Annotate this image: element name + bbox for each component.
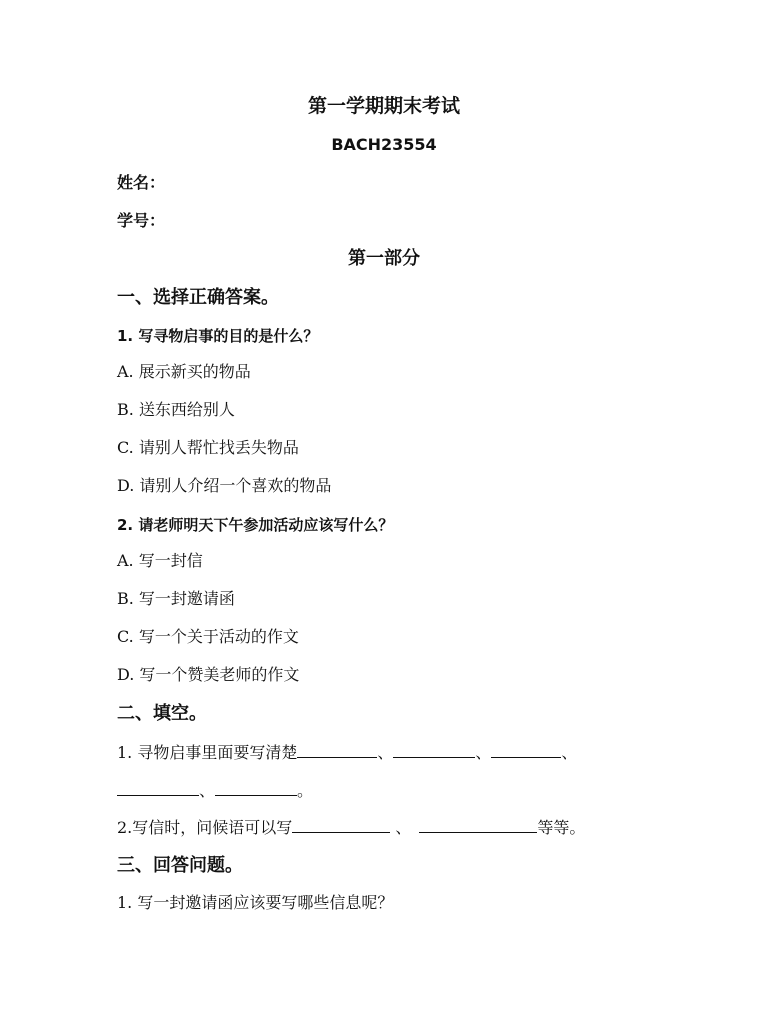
blank-separator: 、 [377,743,394,762]
section2-heading: 二、填空。 [117,703,207,724]
answer-blank[interactable] [393,743,475,758]
answer-blank[interactable] [117,781,199,796]
answer-blank[interactable] [215,781,297,796]
name-label: 姓名： [117,173,166,192]
q1-option-c: C. 请别人帮忙找丢失物品 [117,438,299,457]
fill-blank-2-suffix: 等等。 [537,818,586,837]
open-question-1: 1. 写一封邀请函应该要写哪些信息呢？ [117,893,394,912]
answer-blank[interactable] [419,818,537,833]
q2-option-b: B. 写一封邀请函 [117,589,235,608]
answer-blank[interactable] [491,743,561,758]
q1-option-b: B. 送东西给别人 [117,400,235,419]
question-2: 2. 请老师明天下午参加活动应该写什么？ [117,516,394,534]
fill-blank-1-prompt: 1. 寻物启事里面要写清楚 [117,743,298,762]
fill-blank-2-prompt: 2.写信时，问候语可以写 [117,818,293,837]
answer-blank[interactable] [292,818,390,833]
exam-code: BACH23554 [331,135,437,154]
blank-separator: 、 [390,818,412,837]
q2-option-a: A. 写一封信 [117,551,203,570]
question-1: 1. 写寻物启事的目的是什么？ [117,327,319,345]
q2-option-d: D. 写一个赞美老师的作文 [117,665,300,684]
fill-blank-1 [117,743,577,763]
fill-blank-1-continued [117,781,313,801]
student-id-label: 学号： [117,211,166,230]
fill-blank-2 [117,818,585,838]
q2-option-c: C. 写一个关于活动的作文 [117,627,299,646]
blank-end: 。 [297,781,314,800]
section3-heading: 三、回答问题。 [117,855,243,876]
section1-heading: 一、选择正确答案。 [117,287,279,308]
answer-blank[interactable] [297,743,377,758]
q1-option-a: A. 展示新买的物品 [117,362,251,381]
part-title: 第一部分 [348,248,420,269]
exam-title: 第一学期期末考试 [307,95,460,117]
blank-separator: 、 [475,743,492,762]
q1-option-d: D. 请别人介绍一个喜欢的物品 [117,476,332,495]
blank-separator: 、 [199,781,216,800]
blank-separator: 、 [561,743,578,762]
